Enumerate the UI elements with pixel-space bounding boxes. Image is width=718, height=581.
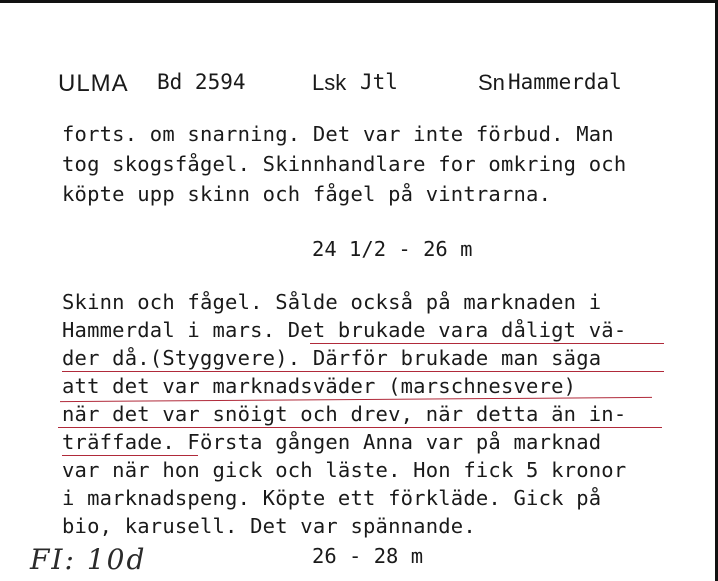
text-line: bio, karusell. Det var spännande. [62,514,476,538]
text-line: der då.(Styggvere). Därför brukade man säga [62,346,602,370]
highlight-underline [62,455,198,456]
volume-number: Bd 2594 [157,70,246,94]
text-line: träffade. Första gången Anna var på marknad [62,430,602,454]
handwritten-reference: FI: 10d [30,543,147,576]
text-line: i marknadspeng. Köpte ett förkläde. Gick på [62,486,602,510]
age-range-heading: 24 1/2 - 26 m [312,237,473,261]
highlight-underline [62,371,664,372]
text-line: Hammerdal i mars. Det brukade vara dåligt vä- [62,318,627,342]
text-line: forts. om snarning. Det var inte förbud. Man [62,122,614,146]
text-line: tog skogsfågel. Skinnhandlare for omkring och [62,152,627,176]
text-line: var när hon gick och läste. Hon fick 5 kronor [62,458,627,482]
text-line: Skinn och fågel. Sålde också på marknaden i [62,290,602,314]
landskap-label: Lsk [312,70,347,95]
socken-value: Hammerdal [508,70,622,94]
text-line: när det var snöigt och drev, när detta än in- [62,402,627,426]
highlight-underline [310,343,664,344]
highlight-underline [58,427,662,428]
text-line: köpte upp skinn och fågel på vintrarna. [62,182,552,206]
age-range-heading: 26 - 28 m [312,544,424,568]
socken-label: Sn [478,70,505,95]
landskap-value: Jtl [360,70,398,94]
card-top-border [0,0,718,3]
text-line: att det var marknadsväder (marschnesvere) [62,374,577,398]
archive-name: ULMA [58,70,129,97]
